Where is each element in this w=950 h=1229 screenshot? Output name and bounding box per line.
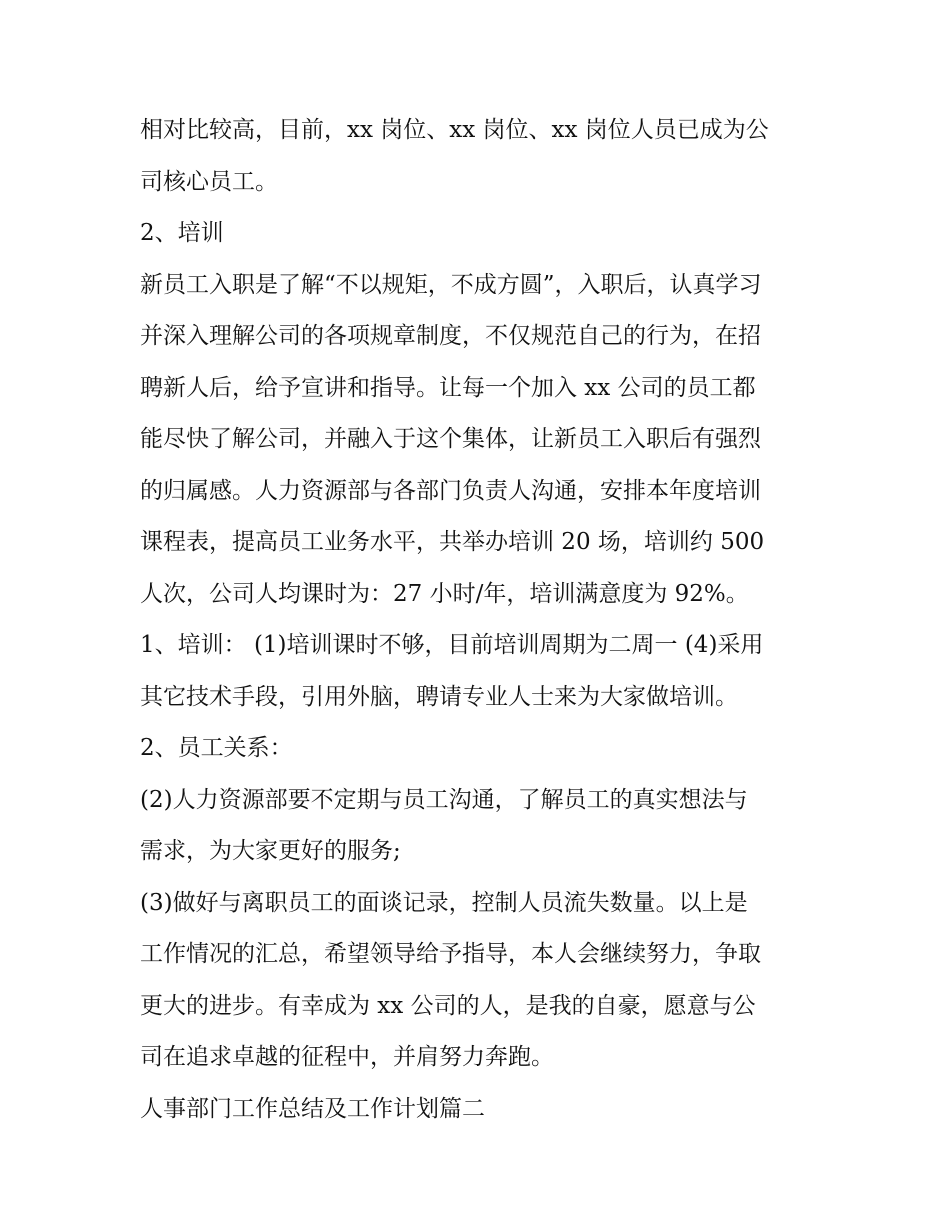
text-line: 相对比较高，目前，xx 岗位、xx 岗位、xx 岗位人员已成为公 — [140, 117, 769, 143]
text-line: 新员工入职是了解“不以规矩，不成方圆”，入职后，认真学习 — [140, 271, 762, 298]
text-line: 其它技术手段，引用外脑，聘请专业人士来为大家做培训。 — [140, 683, 738, 710]
text-line: 需求，为大家更好的服务; — [140, 838, 401, 864]
text-line: 工作情况的汇总，希望领导给予指导，本人会继续努力，争取 — [140, 941, 761, 967]
text-line: 司核心员工。 — [140, 168, 278, 195]
text-line: 聘新人后，给予宣讲和指导。让每一个加入 xx 公司的员工都 — [140, 374, 756, 401]
text-line: (2)人力资源部要不定期与员工沟通，了解员工的真实想法与 — [140, 786, 748, 813]
text-line: 人次，公司人均课时为：27 小时/年，培训满意度为 92%。 — [140, 580, 749, 607]
text-line: 司在追求卓越的征程中，并肩努力奔跑。 — [140, 1044, 554, 1070]
document-body — [140, 105, 820, 1135]
text-line: 更大的进步。有幸成为 xx 公司的人，是我的自豪，愿意与公 — [140, 992, 756, 1019]
text-line: 能尽快了解公司，并融入于这个集体，让新员工入职后有强烈 — [140, 426, 761, 452]
section-heading: 2、员工关系： — [140, 735, 293, 761]
chapter-title: 人事部门工作总结及工作计划篇二 — [140, 1095, 485, 1122]
section-heading: 2、培训 — [140, 220, 224, 246]
text-line: (3)做好与离职员工的面谈记录，控制人员流失数量。以上是 — [140, 889, 748, 916]
text-line: 1、培训： (1)培训课时不够，目前培训周期为二周一 (4)采用 — [140, 632, 764, 658]
text-line: 的归属感。人力资源部与各部门负责人沟通，安排本年度培训 — [140, 477, 761, 504]
text-line: 并深入理解公司的各项规章制度，不仅规范自己的行为，在招 — [140, 323, 761, 349]
text-line: 课程表，提高员工业务水平，共举办培训 20 场，培训约 500 — [140, 529, 765, 555]
